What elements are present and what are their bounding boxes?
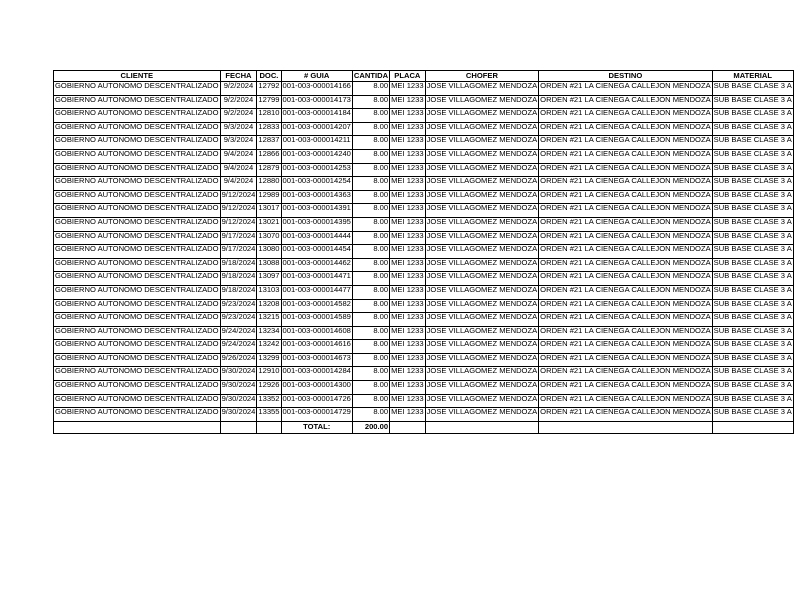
cell-doc: 13242 <box>257 340 281 354</box>
cell-cliente: GOBIERNO AUTONOMO DESCENTRALIZADO <box>54 299 221 313</box>
cell-doc: 13352 <box>257 394 281 408</box>
cell-guia: 001-003-000014589 <box>281 313 352 327</box>
cell-doc: 12837 <box>257 136 281 150</box>
cell-chofer: JOSE VILLAGOMEZ MENDOZA <box>425 82 539 96</box>
total-label: TOTAL: <box>281 421 352 433</box>
cell-cliente: GOBIERNO AUTONOMO DESCENTRALIZADO <box>54 136 221 150</box>
cell-chofer: JOSE VILLAGOMEZ MENDOZA <box>425 299 539 313</box>
cell-destino: ORDEN #21 LA CIENEGA CALLEJON MENDOZA <box>539 272 713 286</box>
cell-cliente: GOBIERNO AUTONOMO DESCENTRALIZADO <box>54 109 221 123</box>
cell-cantidad: 8.00 <box>352 149 389 163</box>
cell-material: SUB BASE CLASE 3 A <box>712 177 793 191</box>
cell-chofer: JOSE VILLAGOMEZ MENDOZA <box>425 217 539 231</box>
cell-guia: 001-003-000014166 <box>281 82 352 96</box>
cell-cliente: GOBIERNO AUTONOMO DESCENTRALIZADO <box>54 394 221 408</box>
cell-doc: 12799 <box>257 95 281 109</box>
cell-doc: 12989 <box>257 190 281 204</box>
cell-fecha: 9/12/2024 <box>220 190 257 204</box>
table-row <box>54 272 794 286</box>
cell-destino: ORDEN #21 LA CIENEGA CALLEJON MENDOZA <box>539 149 713 163</box>
cell-placa: MEI 1233 <box>390 204 426 218</box>
cell-destino: ORDEN #21 LA CIENEGA CALLEJON MENDOZA <box>539 258 713 272</box>
cell-cliente: GOBIERNO AUTONOMO DESCENTRALIZADO <box>54 149 221 163</box>
cell-fecha: 9/18/2024 <box>220 285 257 299</box>
cell-destino: ORDEN #21 LA CIENEGA CALLEJON MENDOZA <box>539 367 713 381</box>
cell-placa: MEI 1233 <box>390 163 426 177</box>
table-row <box>54 177 794 191</box>
total-empty-cell <box>539 421 713 433</box>
cell-fecha: 9/24/2024 <box>220 340 257 354</box>
cell-material: SUB BASE CLASE 3 A <box>712 149 793 163</box>
cell-guia: 001-003-000014300 <box>281 381 352 395</box>
cell-material: SUB BASE CLASE 3 A <box>712 231 793 245</box>
cell-cliente: GOBIERNO AUTONOMO DESCENTRALIZADO <box>54 408 221 422</box>
cell-placa: MEI 1233 <box>390 245 426 259</box>
cell-placa: MEI 1233 <box>390 299 426 313</box>
cell-placa: MEI 1233 <box>390 340 426 354</box>
cell-destino: ORDEN #21 LA CIENEGA CALLEJON MENDOZA <box>539 95 713 109</box>
cell-cantidad: 8.00 <box>352 163 389 177</box>
cell-placa: MEI 1233 <box>390 258 426 272</box>
table-row <box>54 122 794 136</box>
table-row <box>54 82 794 96</box>
cell-doc: 13355 <box>257 408 281 422</box>
cell-destino: ORDEN #21 LA CIENEGA CALLEJON MENDOZA <box>539 353 713 367</box>
cell-material: SUB BASE CLASE 3 A <box>712 136 793 150</box>
cell-material: SUB BASE CLASE 3 A <box>712 122 793 136</box>
cell-destino: ORDEN #21 LA CIENEGA CALLEJON MENDOZA <box>539 313 713 327</box>
cell-cliente: GOBIERNO AUTONOMO DESCENTRALIZADO <box>54 163 221 177</box>
cell-material: SUB BASE CLASE 3 A <box>712 340 793 354</box>
cell-guia: 001-003-000014395 <box>281 217 352 231</box>
cell-chofer: JOSE VILLAGOMEZ MENDOZA <box>425 258 539 272</box>
cell-cantidad: 8.00 <box>352 190 389 204</box>
cell-placa: MEI 1233 <box>390 82 426 96</box>
cell-destino: ORDEN #21 LA CIENEGA CALLEJON MENDOZA <box>539 82 713 96</box>
cell-fecha: 9/26/2024 <box>220 353 257 367</box>
cell-chofer: JOSE VILLAGOMEZ MENDOZA <box>425 109 539 123</box>
cell-material: SUB BASE CLASE 3 A <box>712 394 793 408</box>
cell-chofer: JOSE VILLAGOMEZ MENDOZA <box>425 177 539 191</box>
cell-doc: 13208 <box>257 299 281 313</box>
header-material: MATERIAL <box>712 71 793 82</box>
cell-destino: ORDEN #21 LA CIENEGA CALLEJON MENDOZA <box>539 163 713 177</box>
cell-fecha: 9/30/2024 <box>220 381 257 395</box>
cell-fecha: 9/17/2024 <box>220 245 257 259</box>
cell-cliente: GOBIERNO AUTONOMO DESCENTRALIZADO <box>54 190 221 204</box>
cell-guia: 001-003-000014582 <box>281 299 352 313</box>
cell-fecha: 9/2/2024 <box>220 95 257 109</box>
cell-destino: ORDEN #21 LA CIENEGA CALLEJON MENDOZA <box>539 394 713 408</box>
cell-placa: MEI 1233 <box>390 177 426 191</box>
cell-doc: 13299 <box>257 353 281 367</box>
cell-doc: 12926 <box>257 381 281 395</box>
cell-material: SUB BASE CLASE 3 A <box>712 109 793 123</box>
cell-cantidad: 8.00 <box>352 408 389 422</box>
cell-cliente: GOBIERNO AUTONOMO DESCENTRALIZADO <box>54 353 221 367</box>
cell-material: SUB BASE CLASE 3 A <box>712 326 793 340</box>
total-empty-cell <box>257 421 281 433</box>
cell-cantidad: 8.00 <box>352 177 389 191</box>
cell-material: SUB BASE CLASE 3 A <box>712 313 793 327</box>
cell-material: SUB BASE CLASE 3 A <box>712 163 793 177</box>
table-row <box>54 204 794 218</box>
cell-cliente: GOBIERNO AUTONOMO DESCENTRALIZADO <box>54 245 221 259</box>
cell-cantidad: 8.00 <box>352 95 389 109</box>
cell-doc: 13234 <box>257 326 281 340</box>
cell-doc: 12866 <box>257 149 281 163</box>
cell-placa: MEI 1233 <box>390 326 426 340</box>
cell-material: SUB BASE CLASE 3 A <box>712 258 793 272</box>
cell-placa: MEI 1233 <box>390 136 426 150</box>
cell-fecha: 9/17/2024 <box>220 231 257 245</box>
cell-chofer: JOSE VILLAGOMEZ MENDOZA <box>425 204 539 218</box>
header-cliente: CLIENTE <box>54 71 221 82</box>
cell-cantidad: 8.00 <box>352 272 389 286</box>
cell-cantidad: 8.00 <box>352 285 389 299</box>
cell-material: SUB BASE CLASE 3 A <box>712 285 793 299</box>
cell-chofer: JOSE VILLAGOMEZ MENDOZA <box>425 285 539 299</box>
cell-placa: MEI 1233 <box>390 353 426 367</box>
cell-guia: 001-003-000014462 <box>281 258 352 272</box>
cell-guia: 001-003-000014726 <box>281 394 352 408</box>
cell-destino: ORDEN #21 LA CIENEGA CALLEJON MENDOZA <box>539 231 713 245</box>
cell-cantidad: 8.00 <box>352 136 389 150</box>
cell-chofer: JOSE VILLAGOMEZ MENDOZA <box>425 136 539 150</box>
cell-cliente: GOBIERNO AUTONOMO DESCENTRALIZADO <box>54 367 221 381</box>
cell-placa: MEI 1233 <box>390 149 426 163</box>
cell-cantidad: 8.00 <box>352 109 389 123</box>
cell-guia: 001-003-000014254 <box>281 177 352 191</box>
cell-placa: MEI 1233 <box>390 122 426 136</box>
cell-destino: ORDEN #21 LA CIENEGA CALLEJON MENDOZA <box>539 408 713 422</box>
total-row <box>54 421 794 433</box>
cell-placa: MEI 1233 <box>390 381 426 395</box>
cell-material: SUB BASE CLASE 3 A <box>712 408 793 422</box>
cell-cliente: GOBIERNO AUTONOMO DESCENTRALIZADO <box>54 217 221 231</box>
cell-chofer: JOSE VILLAGOMEZ MENDOZA <box>425 245 539 259</box>
cell-destino: ORDEN #21 LA CIENEGA CALLEJON MENDOZA <box>539 122 713 136</box>
cell-cantidad: 8.00 <box>352 204 389 218</box>
cell-fecha: 9/2/2024 <box>220 82 257 96</box>
cell-doc: 13215 <box>257 313 281 327</box>
header-fecha: FECHA <box>220 71 257 82</box>
cell-material: SUB BASE CLASE 3 A <box>712 367 793 381</box>
cell-placa: MEI 1233 <box>390 285 426 299</box>
cell-placa: MEI 1233 <box>390 313 426 327</box>
cell-chofer: JOSE VILLAGOMEZ MENDOZA <box>425 381 539 395</box>
cell-doc: 12833 <box>257 122 281 136</box>
cell-placa: MEI 1233 <box>390 190 426 204</box>
cell-material: SUB BASE CLASE 3 A <box>712 82 793 96</box>
total-empty-cell <box>425 421 539 433</box>
table-row <box>54 231 794 245</box>
cell-guia: 001-003-000014391 <box>281 204 352 218</box>
cell-guia: 001-003-000014673 <box>281 353 352 367</box>
cell-chofer: JOSE VILLAGOMEZ MENDOZA <box>425 272 539 286</box>
cell-destino: ORDEN #21 LA CIENEGA CALLEJON MENDOZA <box>539 177 713 191</box>
cell-placa: MEI 1233 <box>390 394 426 408</box>
cell-material: SUB BASE CLASE 3 A <box>712 95 793 109</box>
cell-fecha: 9/2/2024 <box>220 109 257 123</box>
cell-destino: ORDEN #21 LA CIENEGA CALLEJON MENDOZA <box>539 204 713 218</box>
cell-cantidad: 8.00 <box>352 122 389 136</box>
cell-cantidad: 8.00 <box>352 367 389 381</box>
table-row <box>54 299 794 313</box>
cell-cantidad: 8.00 <box>352 245 389 259</box>
cell-guia: 001-003-000014211 <box>281 136 352 150</box>
cell-fecha: 9/23/2024 <box>220 299 257 313</box>
cell-material: SUB BASE CLASE 3 A <box>712 299 793 313</box>
cell-chofer: JOSE VILLAGOMEZ MENDOZA <box>425 190 539 204</box>
table-row <box>54 367 794 381</box>
cell-cliente: GOBIERNO AUTONOMO DESCENTRALIZADO <box>54 82 221 96</box>
cell-cliente: GOBIERNO AUTONOMO DESCENTRALIZADO <box>54 340 221 354</box>
cell-fecha: 9/3/2024 <box>220 136 257 150</box>
table-row <box>54 190 794 204</box>
total-empty-cell <box>390 421 426 433</box>
cell-fecha: 9/18/2024 <box>220 258 257 272</box>
cell-destino: ORDEN #21 LA CIENEGA CALLEJON MENDOZA <box>539 217 713 231</box>
cell-doc: 13103 <box>257 285 281 299</box>
cell-placa: MEI 1233 <box>390 95 426 109</box>
cell-guia: 001-003-000014173 <box>281 95 352 109</box>
cell-material: SUB BASE CLASE 3 A <box>712 204 793 218</box>
cell-doc: 12810 <box>257 109 281 123</box>
cell-destino: ORDEN #21 LA CIENEGA CALLEJON MENDOZA <box>539 299 713 313</box>
cell-chofer: JOSE VILLAGOMEZ MENDOZA <box>425 163 539 177</box>
table-row <box>54 353 794 367</box>
cell-doc: 13088 <box>257 258 281 272</box>
cell-guia: 001-003-000014253 <box>281 163 352 177</box>
cell-guia: 001-003-000014616 <box>281 340 352 354</box>
cell-guia: 001-003-000014207 <box>281 122 352 136</box>
cell-material: SUB BASE CLASE 3 A <box>712 381 793 395</box>
cell-cantidad: 8.00 <box>352 258 389 272</box>
cell-guia: 001-003-000014454 <box>281 245 352 259</box>
header-doc: DOC. <box>257 71 281 82</box>
cell-material: SUB BASE CLASE 3 A <box>712 272 793 286</box>
cell-chofer: JOSE VILLAGOMEZ MENDOZA <box>425 326 539 340</box>
cell-destino: ORDEN #21 LA CIENEGA CALLEJON MENDOZA <box>539 381 713 395</box>
cell-guia: 001-003-000014471 <box>281 272 352 286</box>
cell-doc: 12880 <box>257 177 281 191</box>
cell-cantidad: 8.00 <box>352 217 389 231</box>
cell-fecha: 9/30/2024 <box>220 394 257 408</box>
cell-chofer: JOSE VILLAGOMEZ MENDOZA <box>425 394 539 408</box>
cell-doc: 13097 <box>257 272 281 286</box>
cell-placa: MEI 1233 <box>390 231 426 245</box>
cell-fecha: 9/30/2024 <box>220 367 257 381</box>
cell-fecha: 9/4/2024 <box>220 163 257 177</box>
cell-cliente: GOBIERNO AUTONOMO DESCENTRALIZADO <box>54 285 221 299</box>
cell-chofer: JOSE VILLAGOMEZ MENDOZA <box>425 149 539 163</box>
cell-chofer: JOSE VILLAGOMEZ MENDOZA <box>425 231 539 245</box>
table-row <box>54 136 794 150</box>
delivery-table <box>53 70 794 434</box>
cell-destino: ORDEN #21 LA CIENEGA CALLEJON MENDOZA <box>539 326 713 340</box>
cell-chofer: JOSE VILLAGOMEZ MENDOZA <box>425 353 539 367</box>
cell-placa: MEI 1233 <box>390 272 426 286</box>
cell-chofer: JOSE VILLAGOMEZ MENDOZA <box>425 367 539 381</box>
cell-destino: ORDEN #21 LA CIENEGA CALLEJON MENDOZA <box>539 136 713 150</box>
cell-guia: 001-003-000014444 <box>281 231 352 245</box>
table-row <box>54 163 794 177</box>
cell-placa: MEI 1233 <box>390 367 426 381</box>
cell-material: SUB BASE CLASE 3 A <box>712 353 793 367</box>
cell-guia: 001-003-000014729 <box>281 408 352 422</box>
cell-destino: ORDEN #21 LA CIENEGA CALLEJON MENDOZA <box>539 109 713 123</box>
total-empty-cell <box>54 421 221 433</box>
cell-doc: 13070 <box>257 231 281 245</box>
cell-chofer: JOSE VILLAGOMEZ MENDOZA <box>425 122 539 136</box>
cell-guia: 001-003-000014477 <box>281 285 352 299</box>
cell-doc: 12792 <box>257 82 281 96</box>
cell-cliente: GOBIERNO AUTONOMO DESCENTRALIZADO <box>54 381 221 395</box>
cell-material: SUB BASE CLASE 3 A <box>712 190 793 204</box>
cell-cliente: GOBIERNO AUTONOMO DESCENTRALIZADO <box>54 258 221 272</box>
cell-cantidad: 8.00 <box>352 326 389 340</box>
table-row <box>54 394 794 408</box>
cell-material: SUB BASE CLASE 3 A <box>712 245 793 259</box>
header-chofer: CHOFER <box>425 71 539 82</box>
total-empty-cell <box>220 421 257 433</box>
total-value: 200.00 <box>352 421 389 433</box>
cell-cantidad: 8.00 <box>352 340 389 354</box>
cell-cantidad: 8.00 <box>352 82 389 96</box>
cell-destino: ORDEN #21 LA CIENEGA CALLEJON MENDOZA <box>539 285 713 299</box>
cell-cliente: GOBIERNO AUTONOMO DESCENTRALIZADO <box>54 95 221 109</box>
table-row <box>54 245 794 259</box>
cell-doc: 12879 <box>257 163 281 177</box>
cell-doc: 12910 <box>257 367 281 381</box>
cell-fecha: 9/4/2024 <box>220 177 257 191</box>
cell-cantidad: 8.00 <box>352 231 389 245</box>
cell-doc: 13080 <box>257 245 281 259</box>
cell-doc: 13017 <box>257 204 281 218</box>
cell-fecha: 9/4/2024 <box>220 149 257 163</box>
header-destino: DESTINO <box>539 71 713 82</box>
cell-cliente: GOBIERNO AUTONOMO DESCENTRALIZADO <box>54 326 221 340</box>
cell-cantidad: 8.00 <box>352 381 389 395</box>
cell-fecha: 9/3/2024 <box>220 122 257 136</box>
table-row <box>54 340 794 354</box>
cell-cliente: GOBIERNO AUTONOMO DESCENTRALIZADO <box>54 204 221 218</box>
cell-fecha: 9/30/2024 <box>220 408 257 422</box>
cell-placa: MEI 1233 <box>390 109 426 123</box>
cell-chofer: JOSE VILLAGOMEZ MENDOZA <box>425 408 539 422</box>
header-placa: PLACA <box>390 71 426 82</box>
cell-guia: 001-003-000014240 <box>281 149 352 163</box>
cell-chofer: JOSE VILLAGOMEZ MENDOZA <box>425 313 539 327</box>
table-row <box>54 109 794 123</box>
cell-cantidad: 8.00 <box>352 313 389 327</box>
cell-fecha: 9/12/2024 <box>220 217 257 231</box>
cell-cantidad: 8.00 <box>352 353 389 367</box>
table-row <box>54 313 794 327</box>
table-row <box>54 217 794 231</box>
cell-chofer: JOSE VILLAGOMEZ MENDOZA <box>425 340 539 354</box>
cell-guia: 001-003-000014184 <box>281 109 352 123</box>
table-row <box>54 258 794 272</box>
table-row <box>54 326 794 340</box>
cell-cliente: GOBIERNO AUTONOMO DESCENTRALIZADO <box>54 177 221 191</box>
cell-cantidad: 8.00 <box>352 299 389 313</box>
cell-cliente: GOBIERNO AUTONOMO DESCENTRALIZADO <box>54 272 221 286</box>
cell-placa: MEI 1233 <box>390 217 426 231</box>
cell-destino: ORDEN #21 LA CIENEGA CALLEJON MENDOZA <box>539 190 713 204</box>
cell-destino: ORDEN #21 LA CIENEGA CALLEJON MENDOZA <box>539 340 713 354</box>
table-row <box>54 408 794 422</box>
cell-cliente: GOBIERNO AUTONOMO DESCENTRALIZADO <box>54 231 221 245</box>
cell-material: SUB BASE CLASE 3 A <box>712 217 793 231</box>
cell-guia: 001-003-000014608 <box>281 326 352 340</box>
cell-fecha: 9/18/2024 <box>220 272 257 286</box>
cell-fecha: 9/23/2024 <box>220 313 257 327</box>
cell-cliente: GOBIERNO AUTONOMO DESCENTRALIZADO <box>54 122 221 136</box>
cell-doc: 13021 <box>257 217 281 231</box>
header-row <box>54 71 794 82</box>
cell-placa: MEI 1233 <box>390 408 426 422</box>
table-row <box>54 95 794 109</box>
table-row <box>54 381 794 395</box>
header-guia: # GUIA <box>281 71 352 82</box>
header-cantidad: CANTIDA <box>353 71 389 80</box>
cell-destino: ORDEN #21 LA CIENEGA CALLEJON MENDOZA <box>539 245 713 259</box>
table-row <box>54 149 794 163</box>
cell-cantidad: 8.00 <box>352 394 389 408</box>
total-empty-cell <box>712 421 793 433</box>
cell-cliente: GOBIERNO AUTONOMO DESCENTRALIZADO <box>54 313 221 327</box>
cell-fecha: 9/24/2024 <box>220 326 257 340</box>
cell-chofer: JOSE VILLAGOMEZ MENDOZA <box>425 95 539 109</box>
cell-guia: 001-003-000014284 <box>281 367 352 381</box>
cell-guia: 001-003-000014363 <box>281 190 352 204</box>
table-row <box>54 285 794 299</box>
cell-fecha: 9/12/2024 <box>220 204 257 218</box>
